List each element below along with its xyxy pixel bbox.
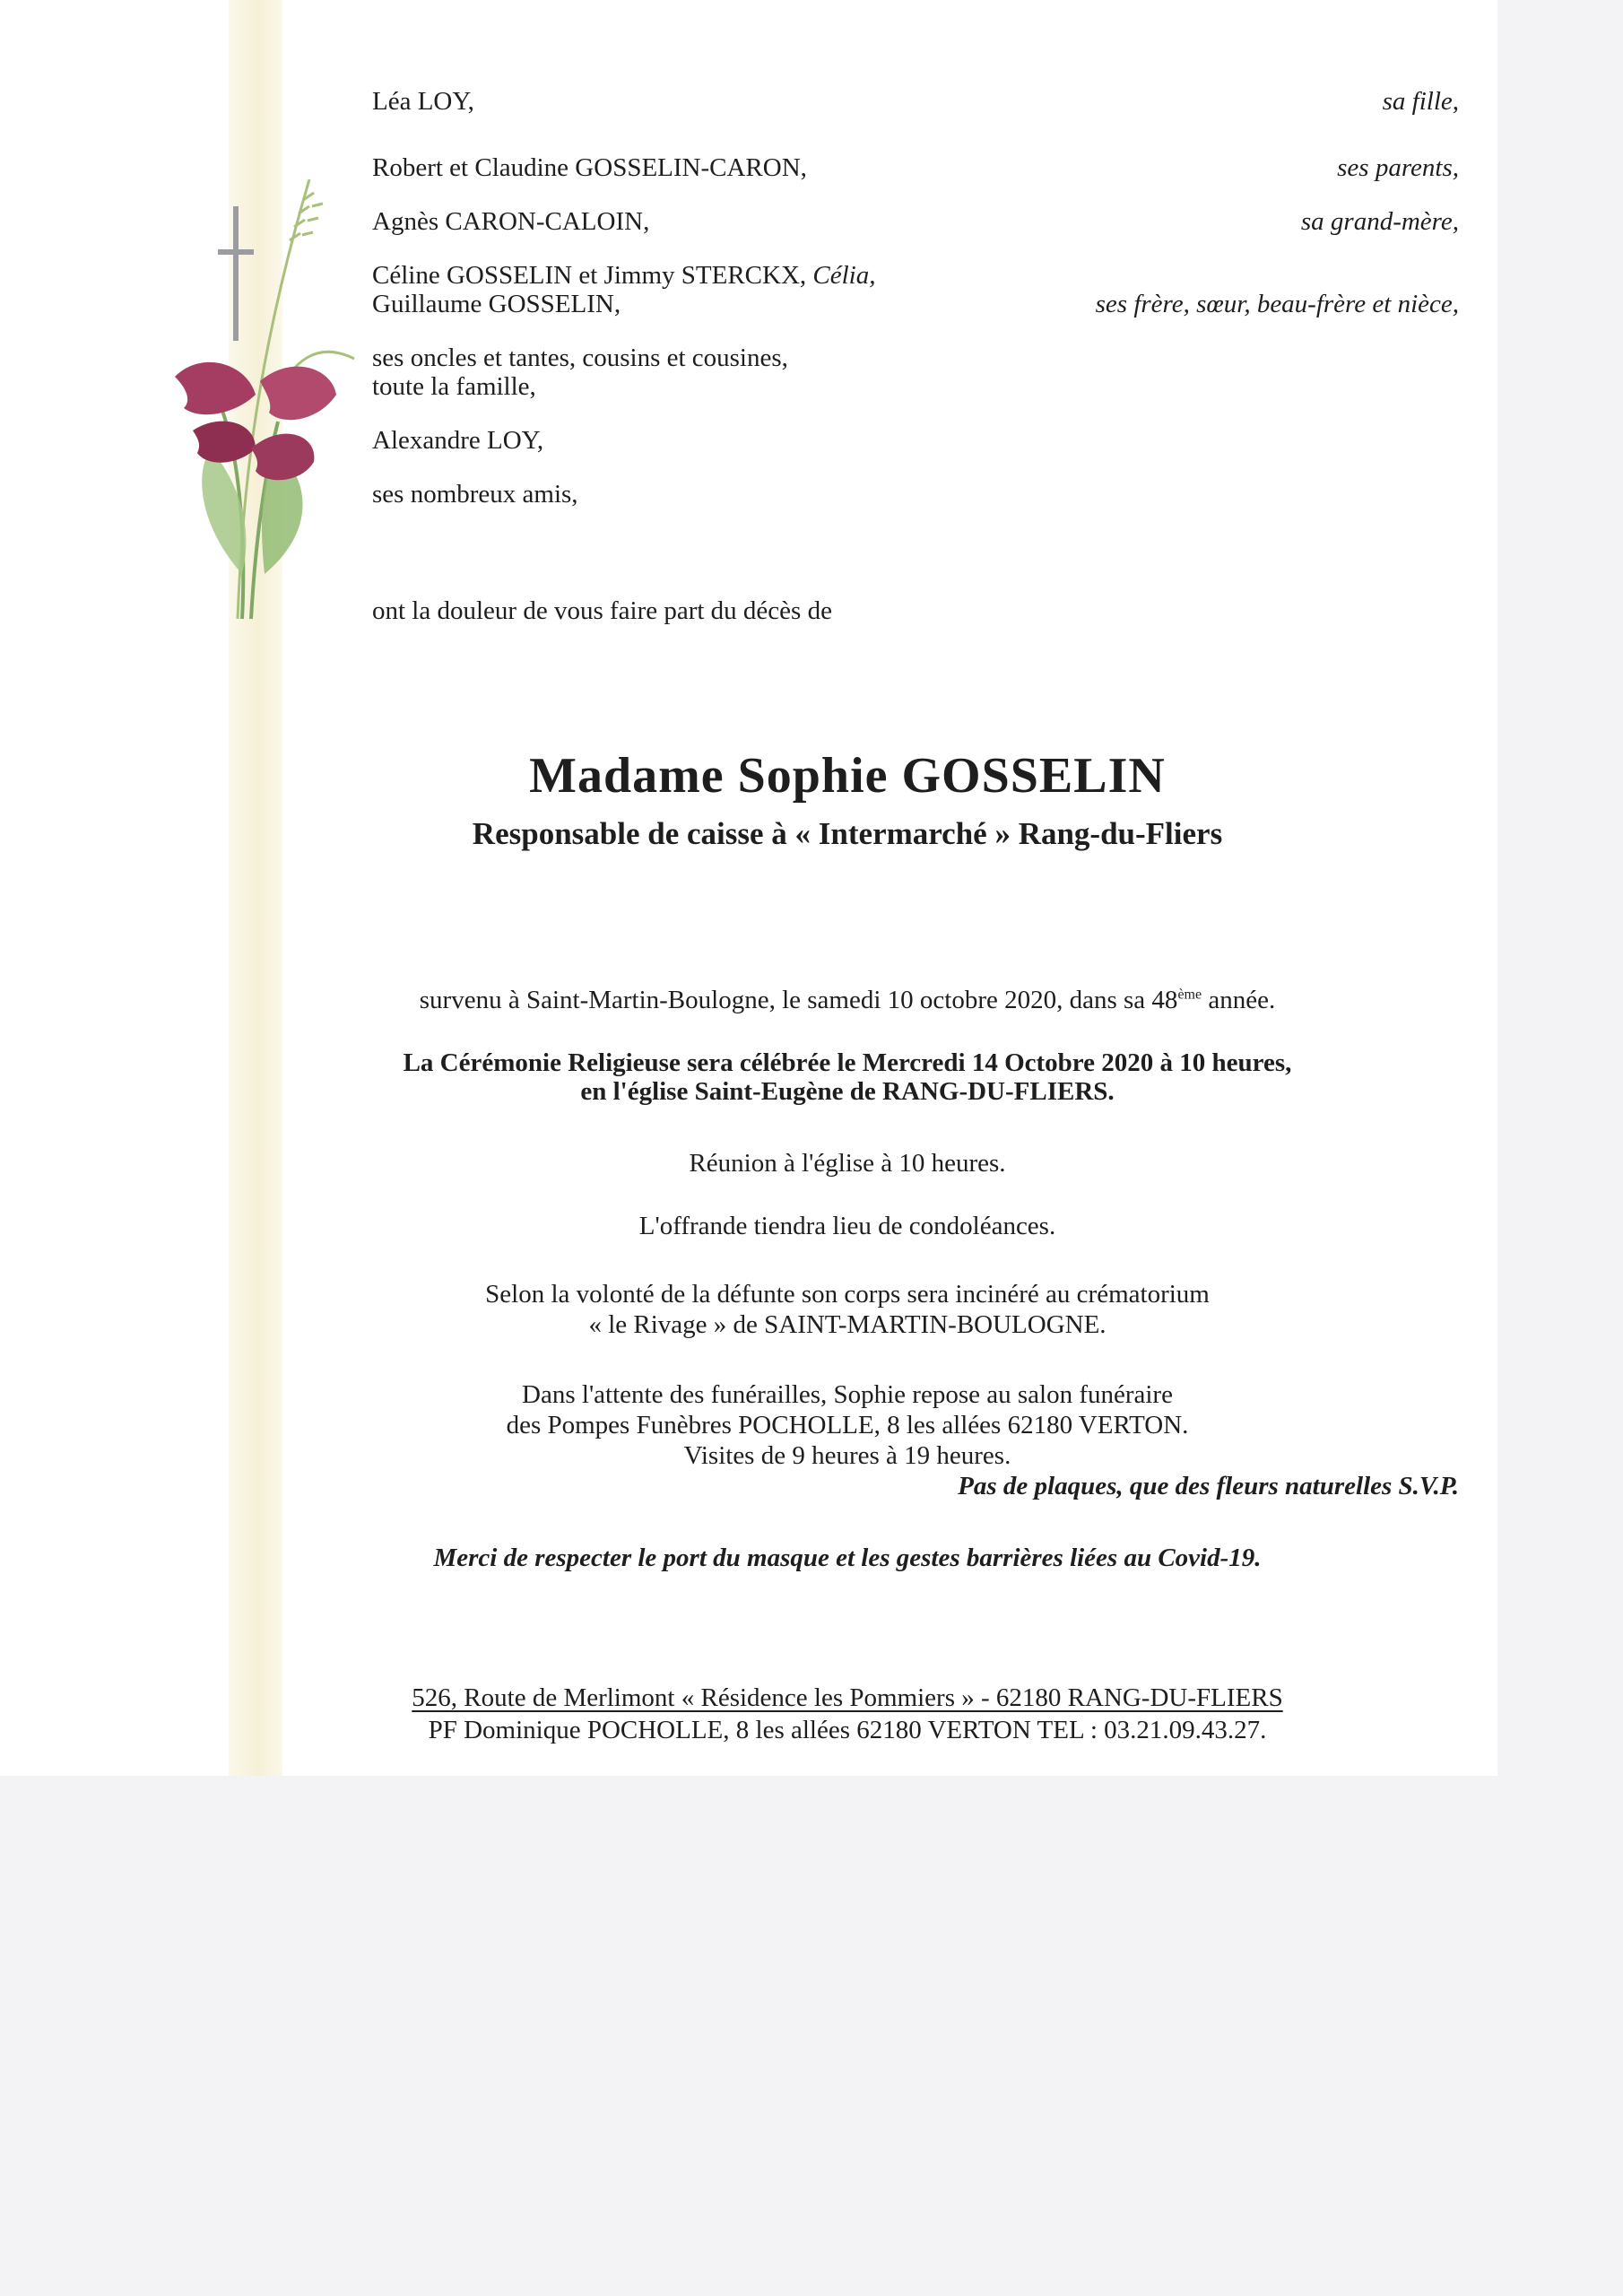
- ceremony-line-1: La Cérémonie Religieuse sera célébrée le Mercredi 14 Octobre 2020 à 10 heures,: [403, 1048, 1292, 1077]
- cross-icon: [218, 206, 254, 341]
- ceremony-line-2: en l'église Saint-Eugène de RANG-DU-FLIERS.: [580, 1077, 1115, 1106]
- funeral-home-line-1: Dans l'attente des funérailles, Sophie repose au salon funéraire: [522, 1380, 1173, 1409]
- relation-siblings: ses frère, sœur, beau-frère et nièce,: [1095, 290, 1459, 318]
- relation-parents: ses parents,: [1337, 153, 1459, 182]
- offering: L'offrande tiendra lieu de condoléances.: [638, 1212, 1056, 1240]
- cremation-line-2: « le Rivage » de SAINT-MARTIN-BOULOGNE.: [588, 1310, 1107, 1339]
- family-parents: Robert et Claudine GOSSELIN-CARON,: [372, 153, 807, 182]
- floral-decoration: [166, 152, 381, 637]
- family-friends: ses nombreux amis,: [372, 480, 578, 509]
- funeral-home-line-2: des Pompes Funèbres POCHOLLE, 8 les allées 62180 VERTON.: [506, 1411, 1189, 1439]
- death-text: survenu à Saint-Martin-Boulogne, le samedi 10 octobre 2020, dans sa 48: [419, 986, 1178, 1014]
- funeral-home-line-3: Visites de 9 heures à 19 heures.: [683, 1441, 1011, 1470]
- deceased-name: Madame Sophie GOSSELIN: [529, 748, 1166, 804]
- flowers-note: Pas de plaques, que des fleurs naturelles S.V.P.: [958, 1472, 1459, 1500]
- death-details: [269, 987, 1426, 1013]
- family-alexandre: Alexandre LOY,: [372, 426, 544, 455]
- announcement: ont la douleur de vous faire part du décès de: [372, 596, 832, 625]
- relation-daughter: sa fille,: [1382, 87, 1459, 116]
- footer-contact: PF Dominique POCHOLLE, 8 les allées 62180 VERTON TEL : 03.21.09.43.27.: [428, 1716, 1267, 1744]
- family-celia: Célia,: [812, 261, 876, 290]
- family-uncles-aunts: ses oncles et tantes, cousins et cousines,: [372, 344, 788, 372]
- family-grandmother: Agnès CARON-CALOIN,: [372, 207, 650, 236]
- family-celine-jimmy-names: Céline GOSSELIN et Jimmy STERCKX,: [372, 261, 807, 290]
- death-suffix: ème: [1177, 987, 1202, 1003]
- cremation-line-1: Selon la volonté de la défunte son corps sera incinéré au crématorium: [485, 1280, 1210, 1309]
- family-lea: Léa LOY,: [372, 87, 474, 116]
- calla-lily-icon: [175, 362, 336, 619]
- family-whole: toute la famille,: [372, 372, 536, 401]
- death-tail: année.: [1202, 986, 1276, 1014]
- family-celine-jimmy: [372, 262, 875, 289]
- covid-note: Merci de respecter le port du masque et les gestes barrières liées au Covid-19.: [433, 1544, 1262, 1572]
- meeting: Réunion à l'église à 10 heures.: [689, 1149, 1006, 1178]
- deceased-role: Responsable de caisse à « Intermarché » Rang-du-Fliers: [472, 816, 1223, 851]
- footer-address: 526, Route de Merlimont « Résidence les Pommiers » - 62180 RANG-DU-FLIERS: [412, 1683, 1283, 1712]
- family-guillaume: Guillaume GOSSELIN,: [372, 290, 621, 318]
- relation-grandmother: sa grand-mère,: [1300, 207, 1459, 236]
